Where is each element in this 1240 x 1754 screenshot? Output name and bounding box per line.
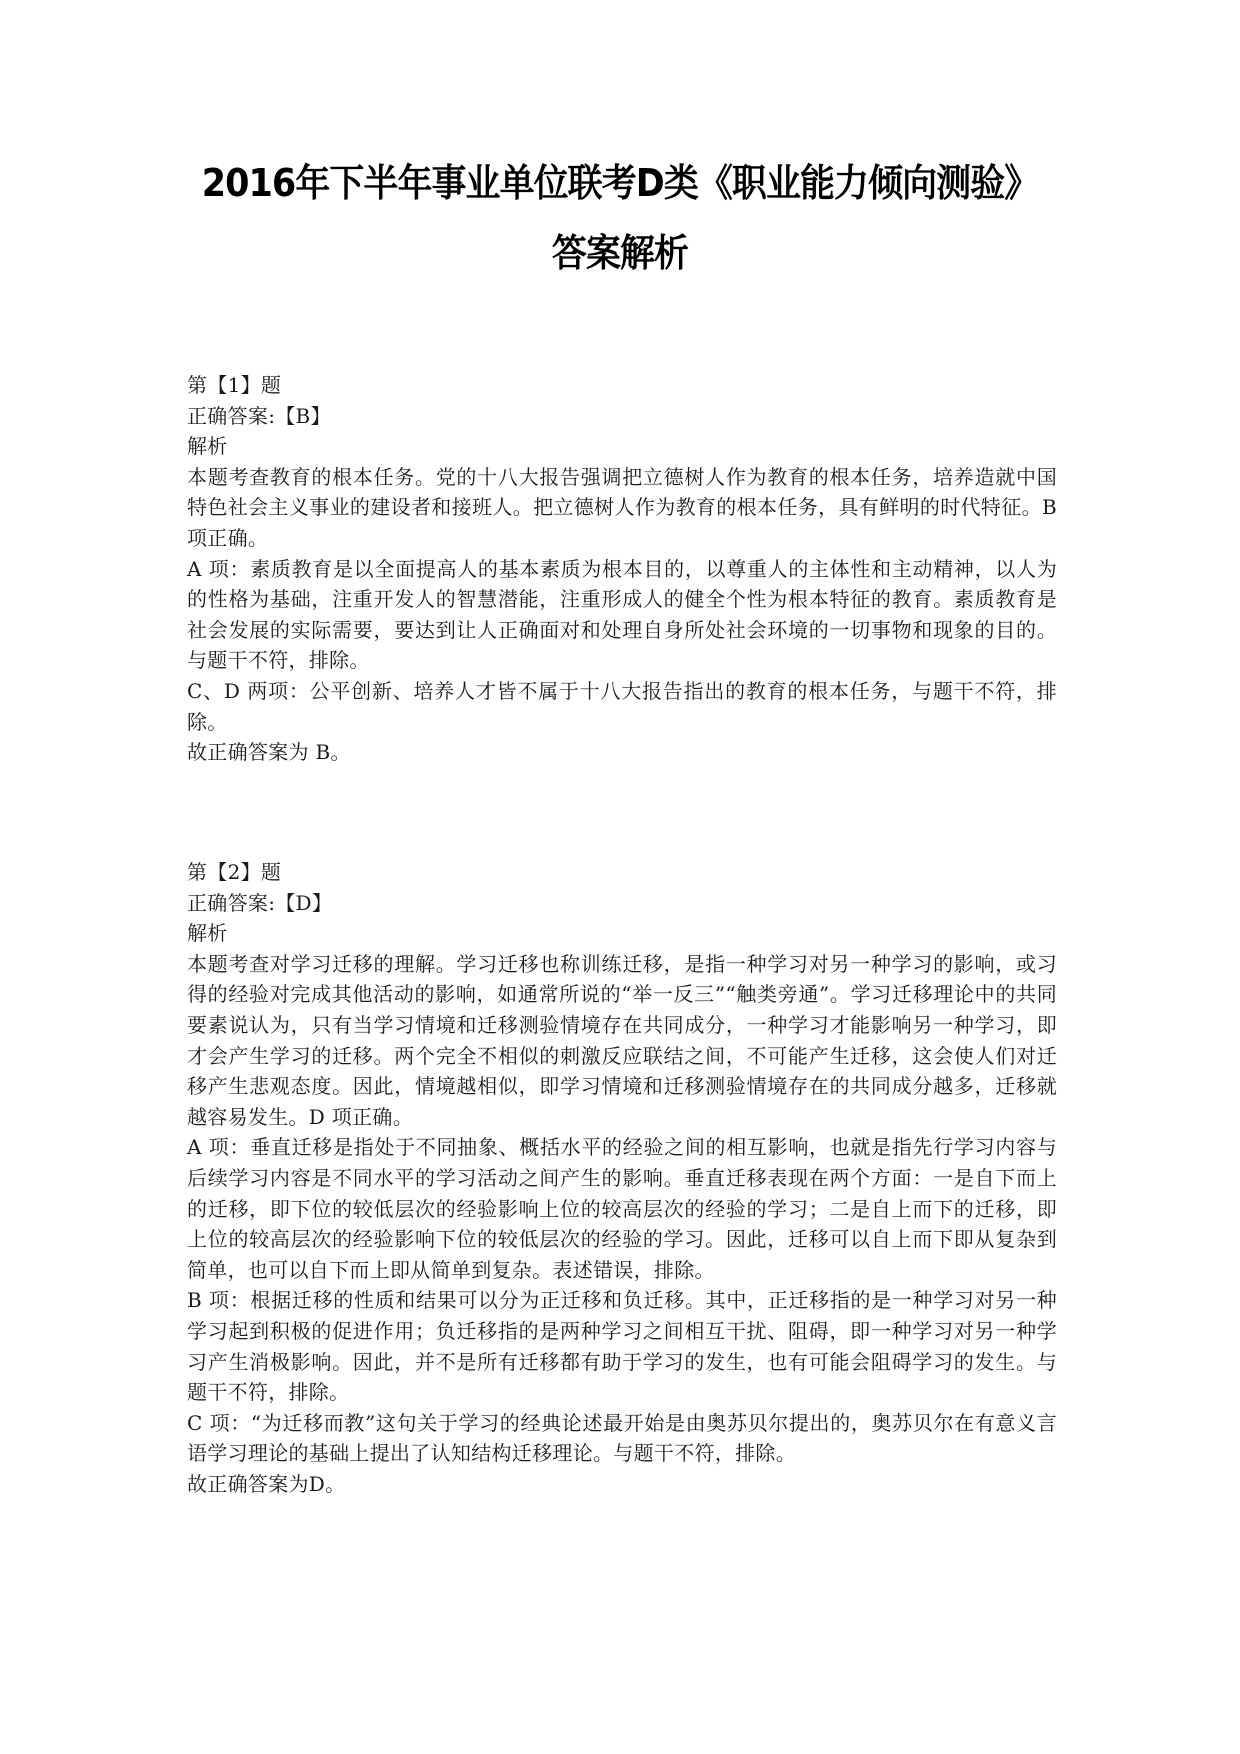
option-c-analysis: C 项：“为迁移而教”这句关于学习的经典论述最开始是由奥苏贝尔提出的，奥苏贝尔在有意义言语学习理论的基础上提出了认知结构迁移理论。与题干不符，排除。 — [187, 1410, 1057, 1466]
question-heading: 第【2】题 — [187, 860, 282, 884]
correct-answer: 正确答案:【D】 — [187, 890, 333, 915]
analysis-paragraph: 本题考查对学习迁移的理解。学习迁移也称训练迁移，是指一种学习对另一种学习的影响，或习得的经验对完成其他活动的影响，如通常所说的“举一反三”“触类旁通”。学习迁移理论中的共同要素说认为，只有当学习情境和迁移测验情境存在共同成分，一种学习才能影响另一种学习，即才会产生学习的迁移。两个完全不相似的刺激反应联结之间，不可能产生迁移，这会使人们对迁移产生悲观态度。因此，情境越相似，即学习情境和迁移测验情境存在的共同成分越多，迁移就越容易发生。D 项正确。 — [187, 951, 1057, 1129]
correct-answer: 正确答案:【B】 — [187, 403, 331, 428]
document-title-line1: 2016年下半年事业单位联考D类《职业能力倾向测验》 — [201, 161, 1039, 205]
final-answer: 故正确答案为 B。 — [187, 740, 351, 765]
option-a-analysis: A 项：垂直迁移是指处于不同抽象、概括水平的经验之间的相互影响，也就是指先行学习内容与后续学习内容是不同水平的学习活动之间产生的影响。垂直迁移表现在两个方面：一是自下而上的迁移，即下位的较低层次的经验影响上位的较高层次的经验的学习；二是自上而下的迁移，即上位的较高层次的经验影响下位的较低层次的经验的学习。因此，迁移可以自上而下即从复杂到简单，也可以自下而上即从简单到复杂。表述错误，排除。 — [187, 1135, 1057, 1282]
analysis-label: 解析 — [187, 434, 228, 459]
question-1-section — [187, 370, 1057, 768]
option-cd-analysis: C、D 两项：公平创新、培养人才皆不属于十八大报告指出的教育的根本任务，与题干不符，排除。 — [187, 678, 1057, 734]
question-2-section — [187, 857, 1057, 1499]
analysis-label: 解析 — [187, 921, 228, 946]
option-b-analysis: B 项：根据迁移的性质和结果可以分为正迁移和负迁移。其中，正迁移指的是一种学习对另一种学习起到积极的促进作用；负迁移指的是两种学习之间相互干扰、阻碍，即一种学习对另一种学习产生消极影响。因此，并不是所有迁移都有助于学习的发生，也有可能会阻碍学习的发生。与题干不符，排除。 — [187, 1288, 1057, 1405]
option-a-analysis: A 项：素质教育是以全面提高人的基本素质为根本目的，以尊重人的主体性和主动精神，以人为的性格为基础，注重开发人的智慧潜能，注重形成人的健全个性为根本特征的教育。素质教育是社会发展的实际需要，要达到让人正确面对和处理自身所处社会环境的一切事物和现象的目的。与题干不符，排除。 — [187, 556, 1057, 673]
document-title-line2: 答案解析 — [551, 231, 689, 275]
final-answer: 故正确答案为D。 — [187, 1471, 346, 1496]
question-heading: 第【1】题 — [187, 373, 282, 397]
analysis-paragraph: 本题考查教育的根本任务。党的十八大报告强调把立德树人作为教育的根本任务，培养造就中国特色社会主义事业的建设者和接班人。把立德树人作为教育的根本任务，具有鲜明的时代特征。B 项正确。 — [187, 464, 1057, 550]
